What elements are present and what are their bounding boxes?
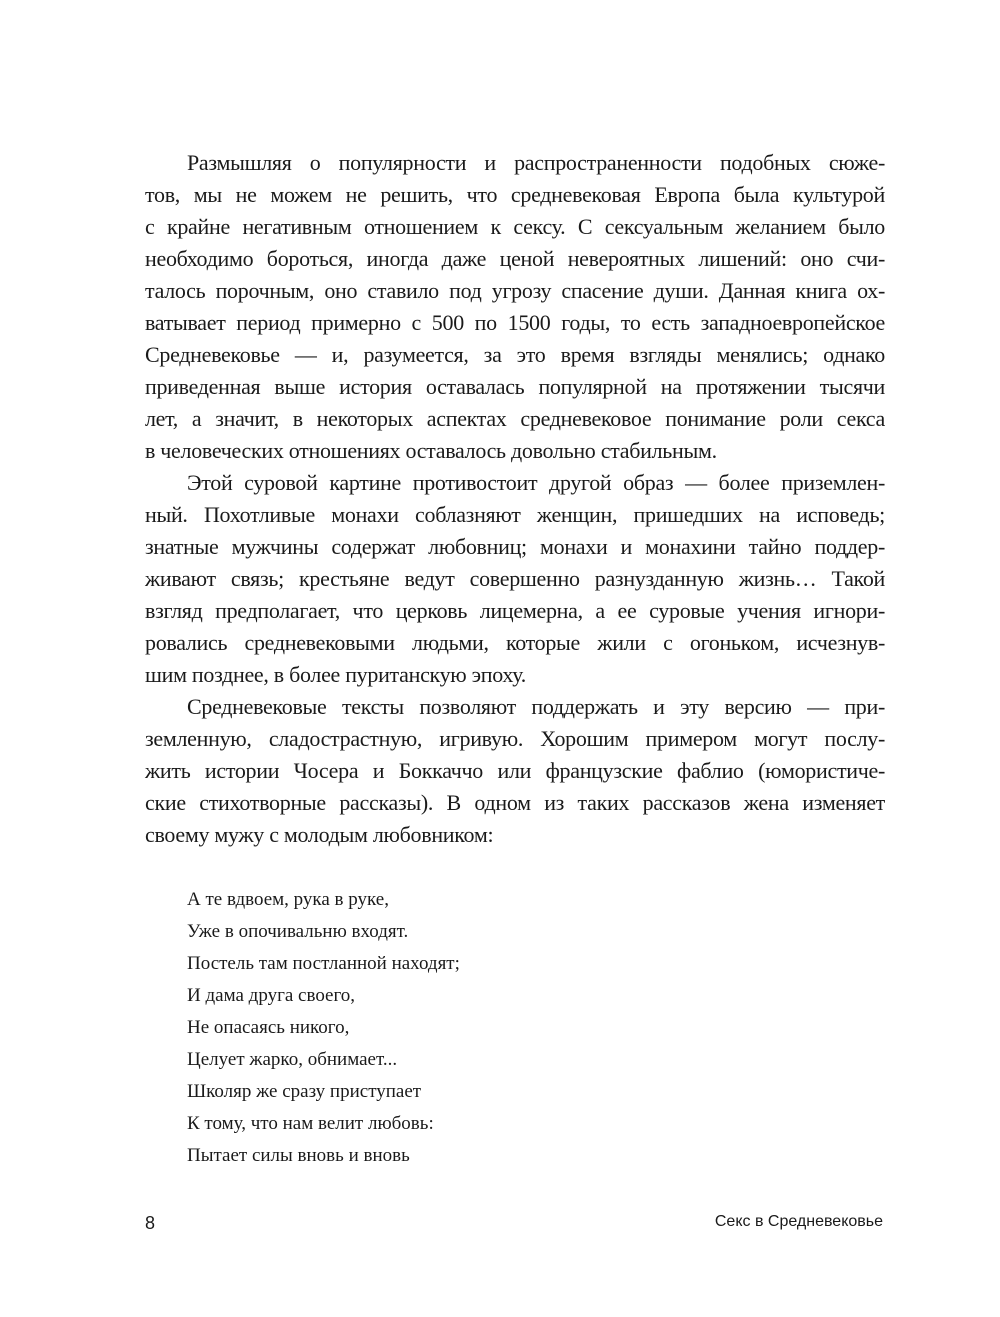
page-number: 8: [145, 1213, 156, 1233]
poem-line: К тому, что нам велит любовь:: [187, 1113, 434, 1134]
text-line: в человеческих отношениях оставалось довольно стабильным.: [145, 438, 717, 463]
text-line: взгляд предполагает, что церковь лицемерна, а ее суровые учения игнори-: [145, 598, 885, 623]
text-line: необходимо бороться, иногда даже ценой невероятных лишений: оно счи-: [145, 246, 885, 271]
text-line: шим позднее, в более пуританскую эпоху.: [145, 662, 526, 687]
text-line: жить истории Чосера и Боккаччо или французские фаблио (юмористиче-: [145, 758, 885, 783]
text-line: Средневековые тексты позволяют поддержать и эту версию — при-: [187, 694, 885, 719]
text-line: приведенная выше история оставалась популярной на протяжении тысячи: [145, 374, 885, 399]
paragraph: [145, 691, 885, 851]
text-line: талось порочным, оно ставило под угрозу спасение души. Данная книга ох-: [145, 278, 885, 303]
text-line: земленную, сладострастную, игривую. Хорошим примером могут послу-: [145, 726, 885, 751]
text-line: с крайне негативным отношением к сексу. С сексуальным желанием было: [145, 214, 885, 239]
running-title: Секс в Средневековье: [714, 1213, 883, 1230]
poem-line: Пытает силы вновь и вновь: [187, 1145, 410, 1166]
text-line: Этой суровой картине противостоит другой образ — более приземлен-: [187, 470, 885, 495]
text-line: живают связь; крестьяне ведут совершенно разнузданную жизнь… Такой: [145, 566, 885, 591]
poem-line: Уже в опочивальню входят.: [187, 921, 409, 942]
text-line: ватывает период примерно с 500 по 1500 годы, то есть западноевропейское: [145, 310, 885, 335]
text-line: Размышляя о популярности и распространенности подобных сюже-: [187, 150, 885, 175]
poem-line: И дама друга своего,: [187, 985, 356, 1006]
poem-line: Постель там постланной находят;: [187, 953, 460, 974]
text-line: лет, а значит, в некоторых аспектах средневековое понимание роли секса: [145, 406, 885, 431]
body-text: [145, 147, 885, 851]
paragraph: [145, 147, 885, 467]
poem-line: А те вдвоем, рука в руке,: [187, 889, 389, 910]
text-line: ный. Похотливые монахи соблазняют женщин, пришедших на исповедь;: [145, 502, 885, 527]
text-line: Средневековье — и, разумеется, за это время взгляды менялись; однако: [145, 342, 885, 367]
paragraph: [145, 467, 885, 691]
poem-line: Школяр же сразу приступает: [187, 1081, 422, 1102]
text-line: ские стихотворные рассказы). В одном из таких рассказов жена изменяет: [145, 790, 885, 815]
page-footer: [145, 1213, 883, 1234]
text-line: ровались средневековыми людьми, которые жили с огоньком, исчезнув-: [145, 630, 885, 655]
text-line: тов, мы не можем не решить, что средневековая Европа была культурой: [145, 182, 885, 207]
text-line: своему мужу с молодым любовником:: [145, 822, 494, 847]
text-line: знатные мужчины содержат любовниц; монахи и монахини тайно поддер-: [145, 534, 885, 559]
poem-quote: [187, 884, 460, 1172]
poem-line: Целует жарко, обнимает...: [187, 1049, 398, 1070]
poem-line: Не опасаясь никого,: [187, 1017, 350, 1038]
